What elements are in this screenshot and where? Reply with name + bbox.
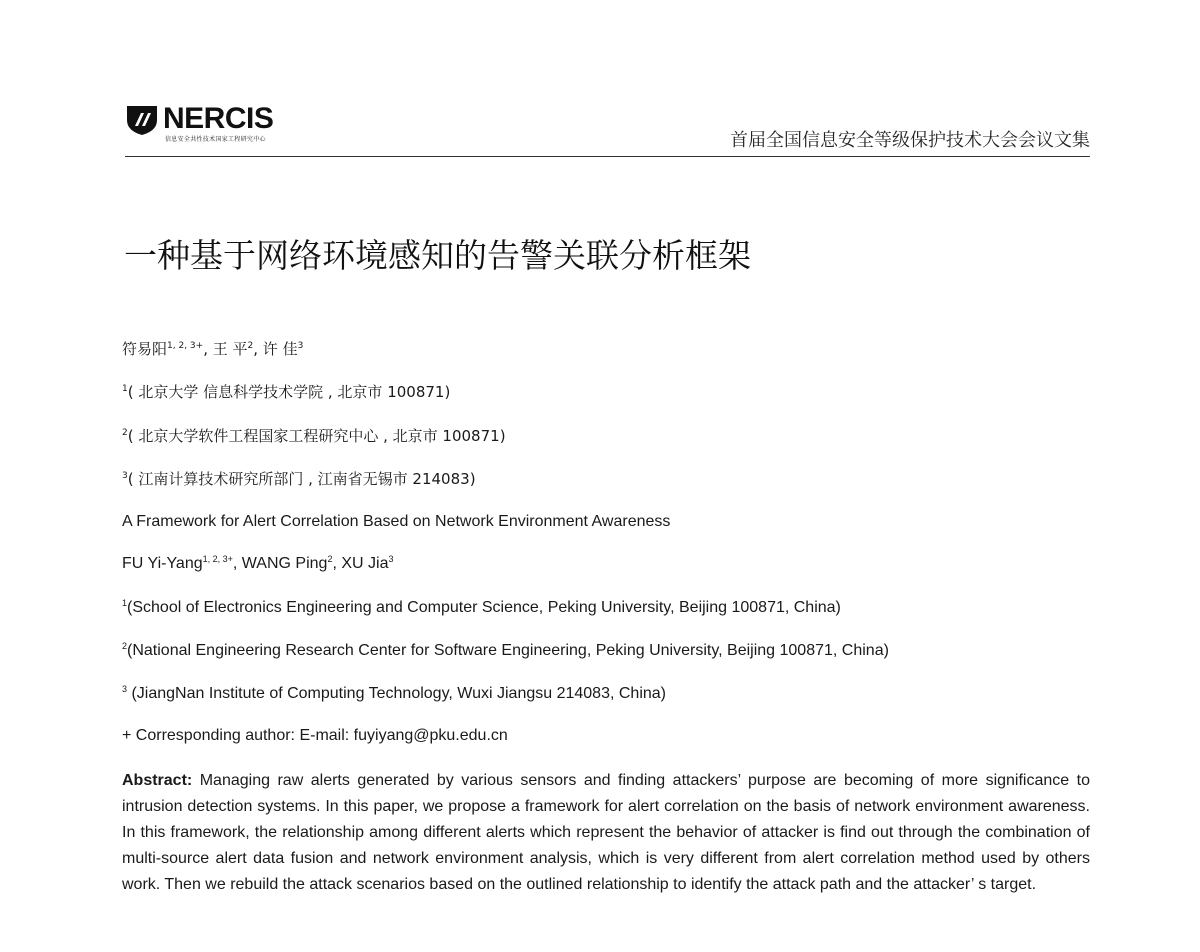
affiliation-en [122,685,666,703]
affiliation-sup: 2 [122,428,128,438]
author-sup: 1, 2, 3+ [167,341,204,351]
affiliation-sup: 1 [122,598,128,608]
paper-title-cn: 一种基于网络环境感知的告警关联分析框架 [124,236,751,275]
logo-name: NERCIS [163,102,274,135]
affiliation-cn [122,425,506,446]
affiliation-cn [122,468,476,489]
author-name: FU Yi-Yang [122,555,203,572]
author-name: WANG Ping [241,555,328,572]
corresponding-author: + Corresponding author: E-mail: fuyiyang@pku.edu.cn [122,727,508,744]
affiliation-sup: 3 [122,471,128,481]
affiliation-en [122,599,841,617]
author-sup: 2 [247,341,254,351]
authors-en [122,555,394,573]
affiliation-text: ( 北京大学 信息科学技术学院 , 北京市 100871) [127,383,451,401]
author-sup: 3 [388,554,394,564]
authors-cn [122,338,303,359]
author-separator: , [232,555,242,572]
shield-icon [125,104,159,136]
author-separator: , [332,555,342,572]
nercis-logo [125,100,305,150]
author-sup: 3 [297,341,304,351]
affiliation-cn [122,381,450,402]
author-sup: 2 [327,554,333,564]
paper-title-en: A Framework for Alert Correlation Based on Network Environment Awareness [122,513,671,530]
author-name: XU Jia [341,555,389,572]
abstract-label: Abstract: [122,772,193,789]
author-separator: , [203,340,213,358]
header-divider [125,156,1090,157]
affiliation-en [122,642,889,660]
logo-subtitle: 信息安全共性技术国家工程研究中心 [165,137,266,143]
affiliation-sup: 3 [122,684,128,694]
abstract [122,768,1090,898]
page-header [125,100,1090,160]
abstract-text: Managing raw alerts generated by various sensors and finding attackers’ purpose are becoming of more significance to intrusion detection systems. In this paper, we propose a framework for alert correlation on the basis of network environment awareness. In this framework, the relationship among different alerts which represent the behavior of attacker is find out through the combination of multi-source alert data fusion and network environment analysis, which is very different from alert correlation method used by others work. Then we rebuild the attack scenarios based on the outlined relationship to identify the attack path and the attacker’ s target. [122,772,1090,893]
affiliation-sup: 1 [122,384,128,394]
author-name: 许 佳 [262,340,298,358]
author-name: 王 平 [212,340,248,358]
affiliation-text: (National Engineering Research Center for Software Engineering, Peking University, Beijing 100871, China) [127,642,889,659]
affiliation-sup: 2 [122,641,128,651]
author-separator: , [253,340,263,358]
affiliation-text: ( 北京大学软件工程国家工程研究中心 , 北京市 100871) [127,427,506,445]
author-sup: 1, 2, 3+ [202,554,233,564]
conference-title: 首届全国信息安全等级保护技术大会会议文集 [730,130,1090,151]
affiliation-text: ( 江南计算技术研究所部门 , 江南省无锡市 214083) [127,470,476,488]
affiliation-text: (School of Electronics Engineering and Computer Science, Peking University, Beijing 100871, China) [127,599,841,616]
affiliation-text: (JiangNan Institute of Computing Technology, Wuxi Jiangsu 214083, China) [127,685,666,702]
author-name: 符易阳 [122,340,168,358]
